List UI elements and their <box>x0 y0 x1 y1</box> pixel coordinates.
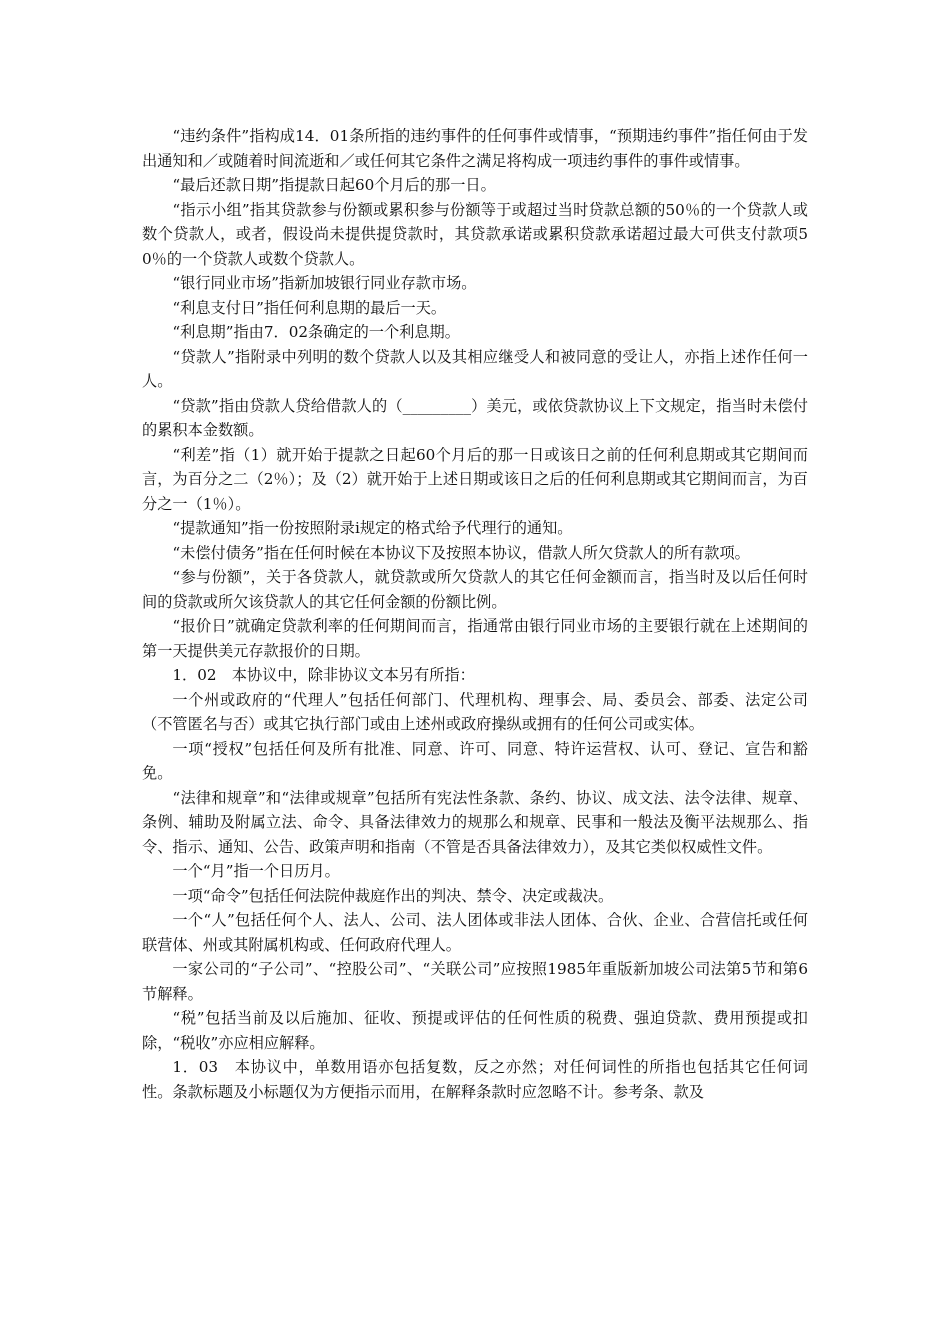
definition-interest-period: “利息期”指由7．02条确定的一个利息期。 <box>172 323 460 341</box>
definition-drawdown-notice: “提款通知”指一份按照附录i规定的格式给予代理行的通知。 <box>172 519 573 537</box>
definition-final-repayment-date: “最后还款日期”指提款日起60个月后的那一日。 <box>172 176 496 194</box>
definition-outstanding-indebtedness: “未偿付债务”指在任何时候在本协议下及按照本协议，借款人所欠贷款人的所有款项。 <box>172 543 750 562</box>
definition-laws-and-regulations: “法律和规章”和“法律或规章”包括所有宪法性条款、条约、协议、成文法、法令法律、规章、条例、辅助及附属立法、命令、具备法律效力的规那么和规章、民事和一般法及衡平法规那么、指令、指示、通知、公告、政策声明和指南（不管是否具备法律效力），及其它类似权威性文件。 <box>142 788 808 856</box>
definition-subsidiary: 一家公司的“子公司”、“控股公司”、“关联公司”应按照1985年重版新加坡公司法第5节和第6节解释。 <box>142 960 808 1003</box>
definition-interest-payment-date: “利息支付日”指任何利息期的最后一天。 <box>172 298 447 317</box>
definition-interbank-market: “银行同业市场”指新加坡银行同业存款市场。 <box>172 274 477 292</box>
clause-1-02-heading: 1．02 本协议中，除非协议文本另有所指： <box>172 666 475 684</box>
definition-margin: “利差”指（1）就开始于提款之日起60个月后的那一日或该日之前的任何利息期或其它期间而言，为百分之二（2％）；及（2）就开始于上述日期或该日之后的任何利息期或其它期间而言，为百分之一（1％）。 <box>142 445 808 513</box>
definition-quotation-date: “报价日”就确定贷款利率的任何期间而言，指通常由银行同业市场的主要银行就在上述期间的第一天提供美元存款报价的日期。 <box>142 617 808 660</box>
definition-tax: “税”包括当前及以后施加、征收、预提或评估的任何性质的税费、强迫贷款、费用预提或扣除，“税收”亦应相应解释。 <box>142 1009 808 1052</box>
definition-order: 一项“命令”包括任何法院仲裁庭作出的判决、禁令、决定或裁决。 <box>172 886 614 905</box>
definition-month: 一个“月”指一个日历月。 <box>172 862 340 880</box>
definition-lenders: “贷款人”指附录中列明的数个贷款人以及其相应继受人和被同意的受让人，亦指上述作任何一人。 <box>142 347 808 390</box>
document-page <box>142 124 808 1104</box>
definition-agency: 一个州或政府的“代理人”包括任何部门、代理机构、理事会、局、委员会、部委、法定公司（不管匿名与否）或其它执行部门或由上述州或政府操纵或拥有的任何公司或实体。 <box>142 690 808 733</box>
definition-authorisation: 一项“授权”包括任何及所有批准、同意、许可、同意、特许运营权、认可、登记、宣告和豁免。 <box>142 739 808 782</box>
clause-1-03: 1．03 本协议中，单数用语亦包括复数，反之亦然；对任何词性的所指也包括其它任何词性。条款标题及小标题仅为方便指示而用，在解释条款时应忽略不计。参考条、款及 <box>142 1058 808 1101</box>
definition-default-conditions: “违约条件”指构成14．01条所指的违约事件的任何事件或情事，“预期违约事件”指任何由于发出通知和／或随着时间流逝和／或任何其它条件之满足将构成一项违约事件的事件或情事。 <box>142 127 808 170</box>
definition-instructing-group: “指示小组”指其贷款参与份额或累积参与份额等于或超过当时贷款总额的50％的一个贷款人或数个贷款人，或者，假设尚未提供提贷款时，其贷款承诺或累积贷款承诺超过最大可供支付款项50％的一个贷款人或数个贷款人。 <box>142 200 808 268</box>
definition-loan: “贷款”指由贷款人贷给借款人的（_________）美元，或依贷款协议上下文规定，指当时未偿付的累积本金数额。 <box>142 396 808 439</box>
definition-person: 一个“人”包括任何个人、法人、公司、法人团体或非法人团体、合伙、企业、合营信托或任何联营体、州或其附属机构或、任何政府代理人。 <box>142 911 808 954</box>
definition-participation: “参与份额”，关于各贷款人，就贷款或所欠贷款人的其它任何金额而言，指当时及以后任何时间的贷款或所欠该贷款人的其它任何金额的份额比例。 <box>142 568 808 611</box>
